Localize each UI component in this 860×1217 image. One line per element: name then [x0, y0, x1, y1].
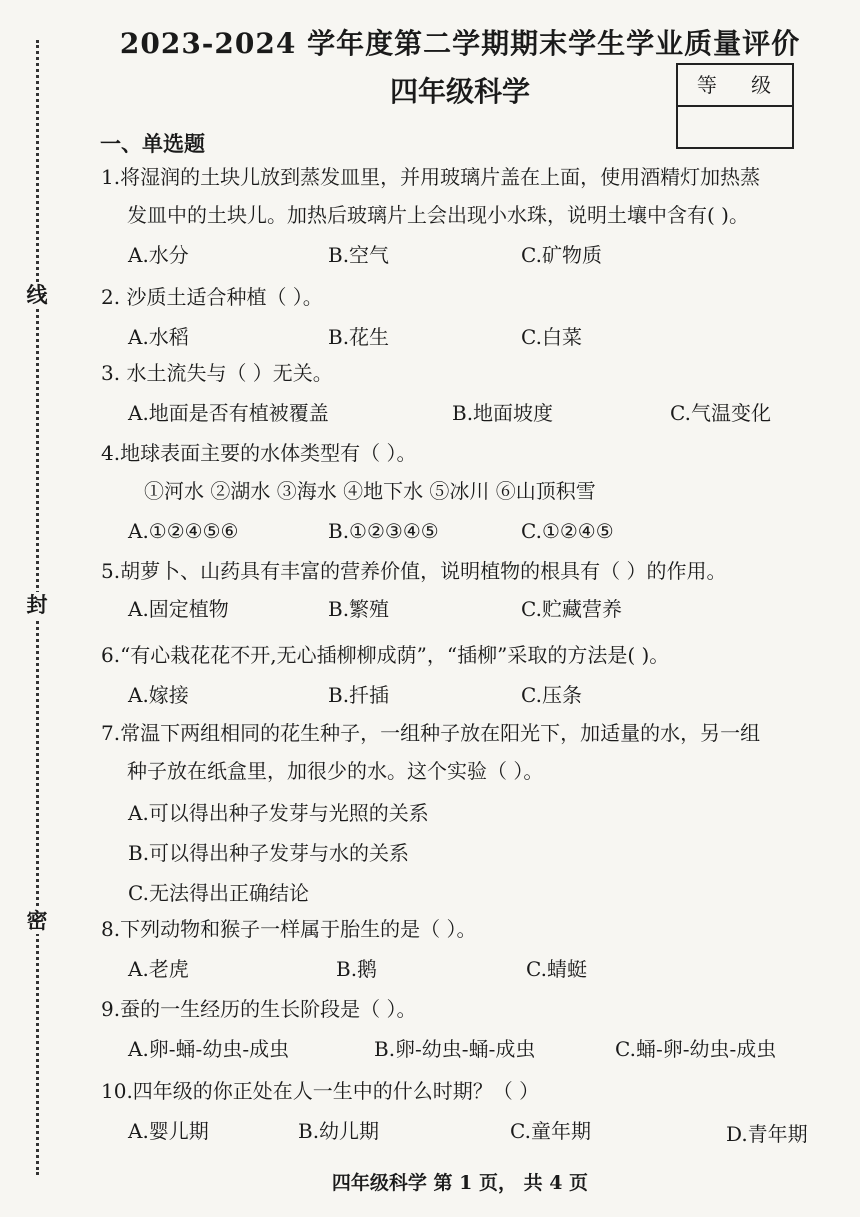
q8-option-b: B.鹅 [336, 957, 378, 981]
question-2: 2. 沙质土适合种植（ ）。 [101, 285, 323, 309]
binding-char-xian: 线 [24, 282, 50, 308]
q6-option-b: B.扦插 [328, 683, 390, 707]
binding-char-mi: 密 [24, 908, 50, 934]
q3-option-c: C.气温变化 [670, 401, 771, 425]
q10-option-d: D.青年期 [726, 1122, 808, 1146]
q7-option-b: B.可以得出种子发芽与水的关系 [128, 841, 410, 865]
question-1-line2: 发皿中的土块儿。加热后玻璃片上会出现小水珠，说明土壤中含有( )。 [127, 203, 749, 227]
exam-subtitle: 四年级科学 [389, 75, 530, 108]
question-2-options [128, 318, 828, 356]
q9-option-b: B.卵-幼虫-蛹-成虫 [374, 1037, 536, 1061]
question-1-options [128, 236, 828, 274]
question-8: 8.下列动物和猴子一样属于胎生的是（ ）。 [101, 917, 477, 941]
question-1-line1: 1.将湿润的土块儿放到蒸发皿里，并用玻璃片盖在上面，使用酒精灯加热蒸 [101, 165, 761, 189]
question-8-options [128, 950, 828, 988]
grade-label: 等 级 [678, 65, 792, 107]
q5-option-c: C.贮藏营养 [521, 597, 622, 621]
question-5: 5.胡萝卜、山药具有丰富的营养价值，说明植物的根具有（ ）的作用。 [101, 559, 727, 583]
question-7-line2: 种子放在纸盒里，加很少的水。这个实验（ ）。 [127, 759, 544, 783]
question-9: 9.蚕的一生经历的生长阶段是（ ）。 [101, 997, 417, 1021]
q8-option-c: C.蜻蜓 [526, 957, 587, 981]
q2-option-b: B.花生 [328, 325, 390, 349]
question-3: 3. 水土流失与（ ）无关。 [101, 361, 333, 385]
q7-option-a: A.可以得出种子发芽与光照的关系 [128, 801, 429, 825]
q6-option-a: A.嫁接 [128, 683, 189, 707]
question-7 [101, 714, 831, 790]
q4-option-c: C.①②④⑤ [521, 519, 614, 543]
q10-option-a: A.婴儿期 [128, 1119, 209, 1143]
page-footer: 四年级科学 第 1 页， 共 4 页 [331, 1172, 589, 1194]
question-4-options [128, 512, 828, 550]
grade-box [676, 63, 794, 149]
q8-option-a: A.老虎 [128, 957, 189, 981]
q5-option-b: B.繁殖 [328, 597, 390, 621]
question-10: 10.四年级的你正处在人一生中的什么时期？（ ） [101, 1079, 540, 1103]
q7-option-c: C.无法得出正确结论 [128, 881, 309, 905]
question-4: 4.地球表面主要的水体类型有（ ）。 [101, 441, 417, 465]
q1-option-c: C.矿物质 [521, 243, 602, 267]
q2-option-a: A.水稻 [128, 325, 189, 349]
q9-option-c: C.蛹-卵-幼虫-成虫 [615, 1037, 777, 1061]
question-3-options [128, 394, 828, 432]
question-4-items: ①河水 ②湖水 ③海水 ④地下水 ⑤冰川 ⑥山顶积雪 [144, 479, 596, 503]
question-7-line1: 7.常温下两组相同的花生种子，一组种子放在阳光下，加适量的水，另一组 [101, 721, 761, 745]
q1-option-a: A.水分 [128, 243, 189, 267]
exam-title: 2023-2024 学年度第二学期期末学生学业质量评价 [119, 27, 801, 60]
question-9-options [128, 1030, 828, 1068]
q9-option-a: A.卵-蛹-幼虫-成虫 [128, 1037, 290, 1061]
q5-option-a: A.固定植物 [128, 597, 229, 621]
question-5-options [128, 590, 828, 628]
q10-option-b: B.幼儿期 [298, 1119, 380, 1143]
q2-option-c: C.白菜 [521, 325, 582, 349]
question-1 [101, 158, 831, 234]
q3-option-b: B.地面坡度 [452, 401, 554, 425]
q3-option-a: A.地面是否有植被覆盖 [128, 401, 329, 425]
question-6: 6.“有心栽花花不开,无心插柳柳成荫”，“插柳”采取的方法是( )。 [101, 643, 670, 667]
q6-option-c: C.压条 [521, 683, 582, 707]
q4-option-a: A.①②④⑤⑥ [128, 519, 239, 543]
section-heading: 一、单选题 [100, 132, 205, 156]
q1-option-b: B.空气 [328, 243, 390, 267]
q4-option-b: B.①②③④⑤ [328, 519, 439, 543]
question-10-options [128, 1112, 828, 1150]
question-6-options [128, 676, 828, 714]
binding-char-feng: 封 [24, 592, 50, 618]
q10-option-c: C.童年期 [510, 1119, 591, 1143]
